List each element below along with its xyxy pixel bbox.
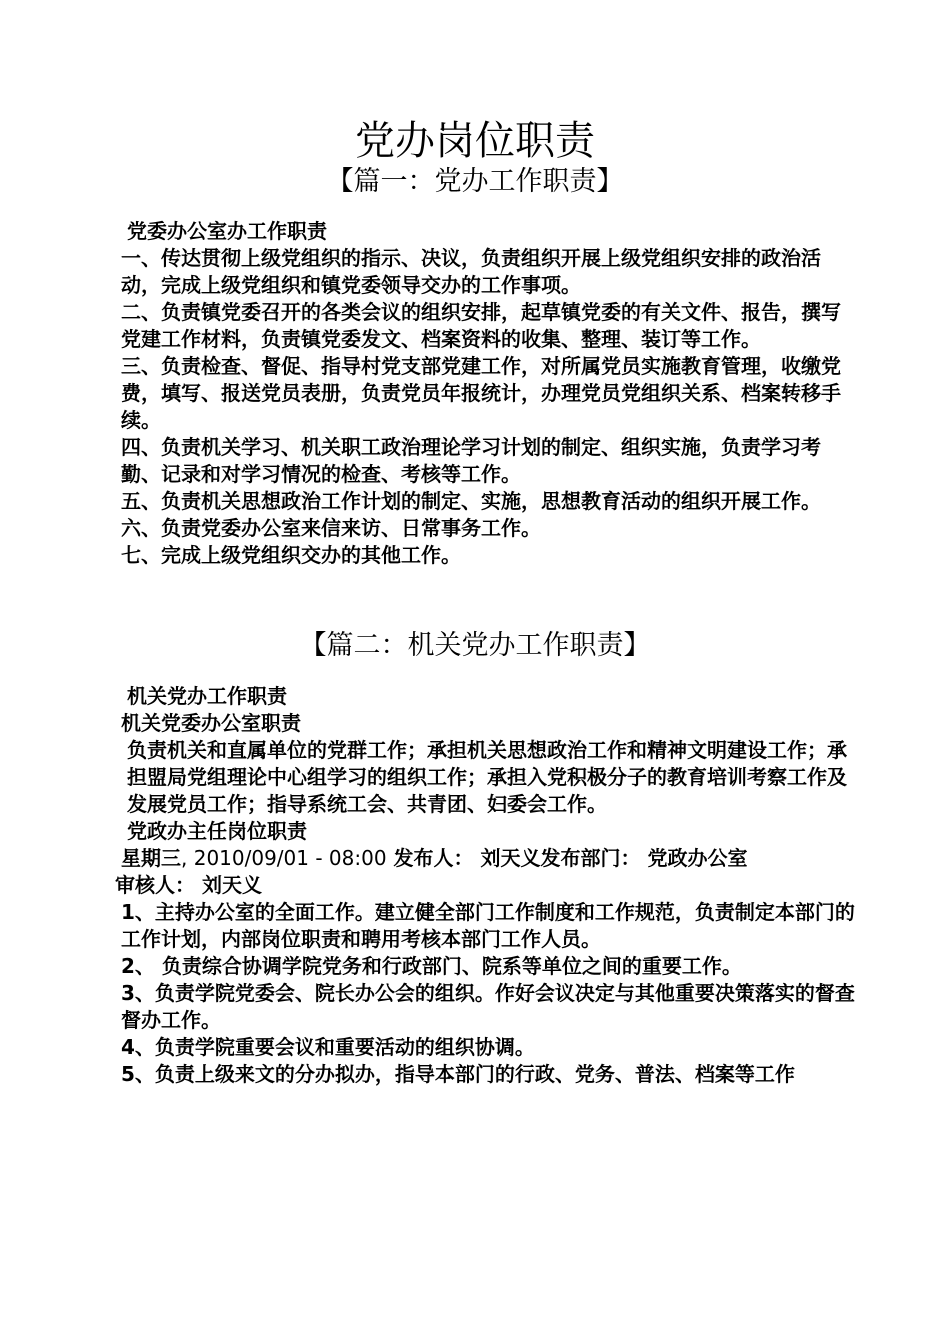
meta-dept: 党政办公室 xyxy=(640,846,748,870)
document-title: 党办岗位职责 xyxy=(355,118,595,164)
meta-publisher-label: 发布人： xyxy=(386,846,474,870)
meta-weekday: 星期三 xyxy=(121,846,181,870)
section2-item-1: 1、主持办公室的全面工作。建立健全部门工作制度和工作规范，负责制定本部门的工作计划，内部岗位职责和聘用考核本部门工作人员。 xyxy=(121,900,855,951)
section2-item-5: 5、负责上级来文的分办拟办，指导本部门的行政、党务、普法、档案等工作 xyxy=(121,1062,795,1086)
section2-subtitle-3: 党政办主任岗位职责 xyxy=(127,819,307,843)
section2-heading: 【篇二：机关党办工作职责】 xyxy=(299,630,651,661)
section2-item-3: 3、负责学院党委会、院长办公会的组织。作好会议决定与其他重要决策落实的督查 xyxy=(121,981,855,1005)
section1-paragraph-6: 六、负责党委办公室来信来访、日常事务工作。 xyxy=(121,516,541,540)
section1-paragraph-5: 五、负责机关思想政治工作计划的制定、实施，思想教育活动的组织开展工作。 xyxy=(121,489,821,513)
section2-body xyxy=(115,683,855,1088)
meta-reviewer: 刘天义 xyxy=(195,873,262,897)
section1-paragraph-2: 二、负责镇党委召开的各类会议的组织安排，起草镇党委的有关文件、报告，撰写党建工作材料，负责镇党委发文、档案资料的收集、整理、装订等工作。 xyxy=(121,300,841,351)
meta-reviewer-label: 审核人： xyxy=(115,873,195,897)
section1-heading: 【篇一：党办工作职责】 xyxy=(326,166,624,197)
post-meta-reviewer xyxy=(115,872,855,899)
section1-paragraph-1: 一、传达贯彻上级党组织的指示、决议，负责组织开展上级党组织安排的政治活动，完成上级党组织和镇党委领导交办的工作事项。 xyxy=(121,246,821,297)
section2-item-3-continued: 督办工作。 xyxy=(121,1008,221,1032)
section2-duties-paragraph: 负责机关和直属单位的党群工作；承担机关思想政治工作和精神文明建设工作；承担盟局党组理论中心组学习的组织工作；承担入党积极分子的教育培训考察工作及发展党员工作；指导系统工会、共青团、妇委会工作。 xyxy=(127,738,847,816)
section2-subtitle-1: 机关党办工作职责 xyxy=(127,684,287,708)
section2-subtitle-2: 机关党委办公室职责 xyxy=(121,711,301,735)
section1-paragraph-4: 四、负责机关学习、机关职工政治理论学习计划的制定、组织实施，负责学习考勤、记录和对学习情况的检查、考核等工作。 xyxy=(121,435,821,486)
section2-item-4: 4、负责学院重要会议和重要活动的组织协调。 xyxy=(121,1035,535,1059)
section2-item-2: 2、 负责综合协调学院党务和行政部门、院系等单位之间的重要工作。 xyxy=(121,954,742,978)
section1-body xyxy=(115,218,855,569)
section1-paragraph-3: 三、负责检查、督促、指导村党支部党建工作，对所属党员实施教育管理，收缴党费，填写、报送党员表册，负责党员年报统计，办理党员党组织关系、档案转移手续。 xyxy=(121,354,841,432)
meta-publisher: 刘天义 xyxy=(473,846,541,870)
section1-subtitle: 党委办公室办工作职责 xyxy=(127,219,327,243)
post-meta xyxy=(115,845,855,872)
meta-datetime: , 2010/09/01 - 08:00 xyxy=(181,846,387,870)
section1-paragraph-7: 七、完成上级党组织交办的其他工作。 xyxy=(121,543,461,567)
meta-dept-label: 发布部门： xyxy=(540,846,641,870)
